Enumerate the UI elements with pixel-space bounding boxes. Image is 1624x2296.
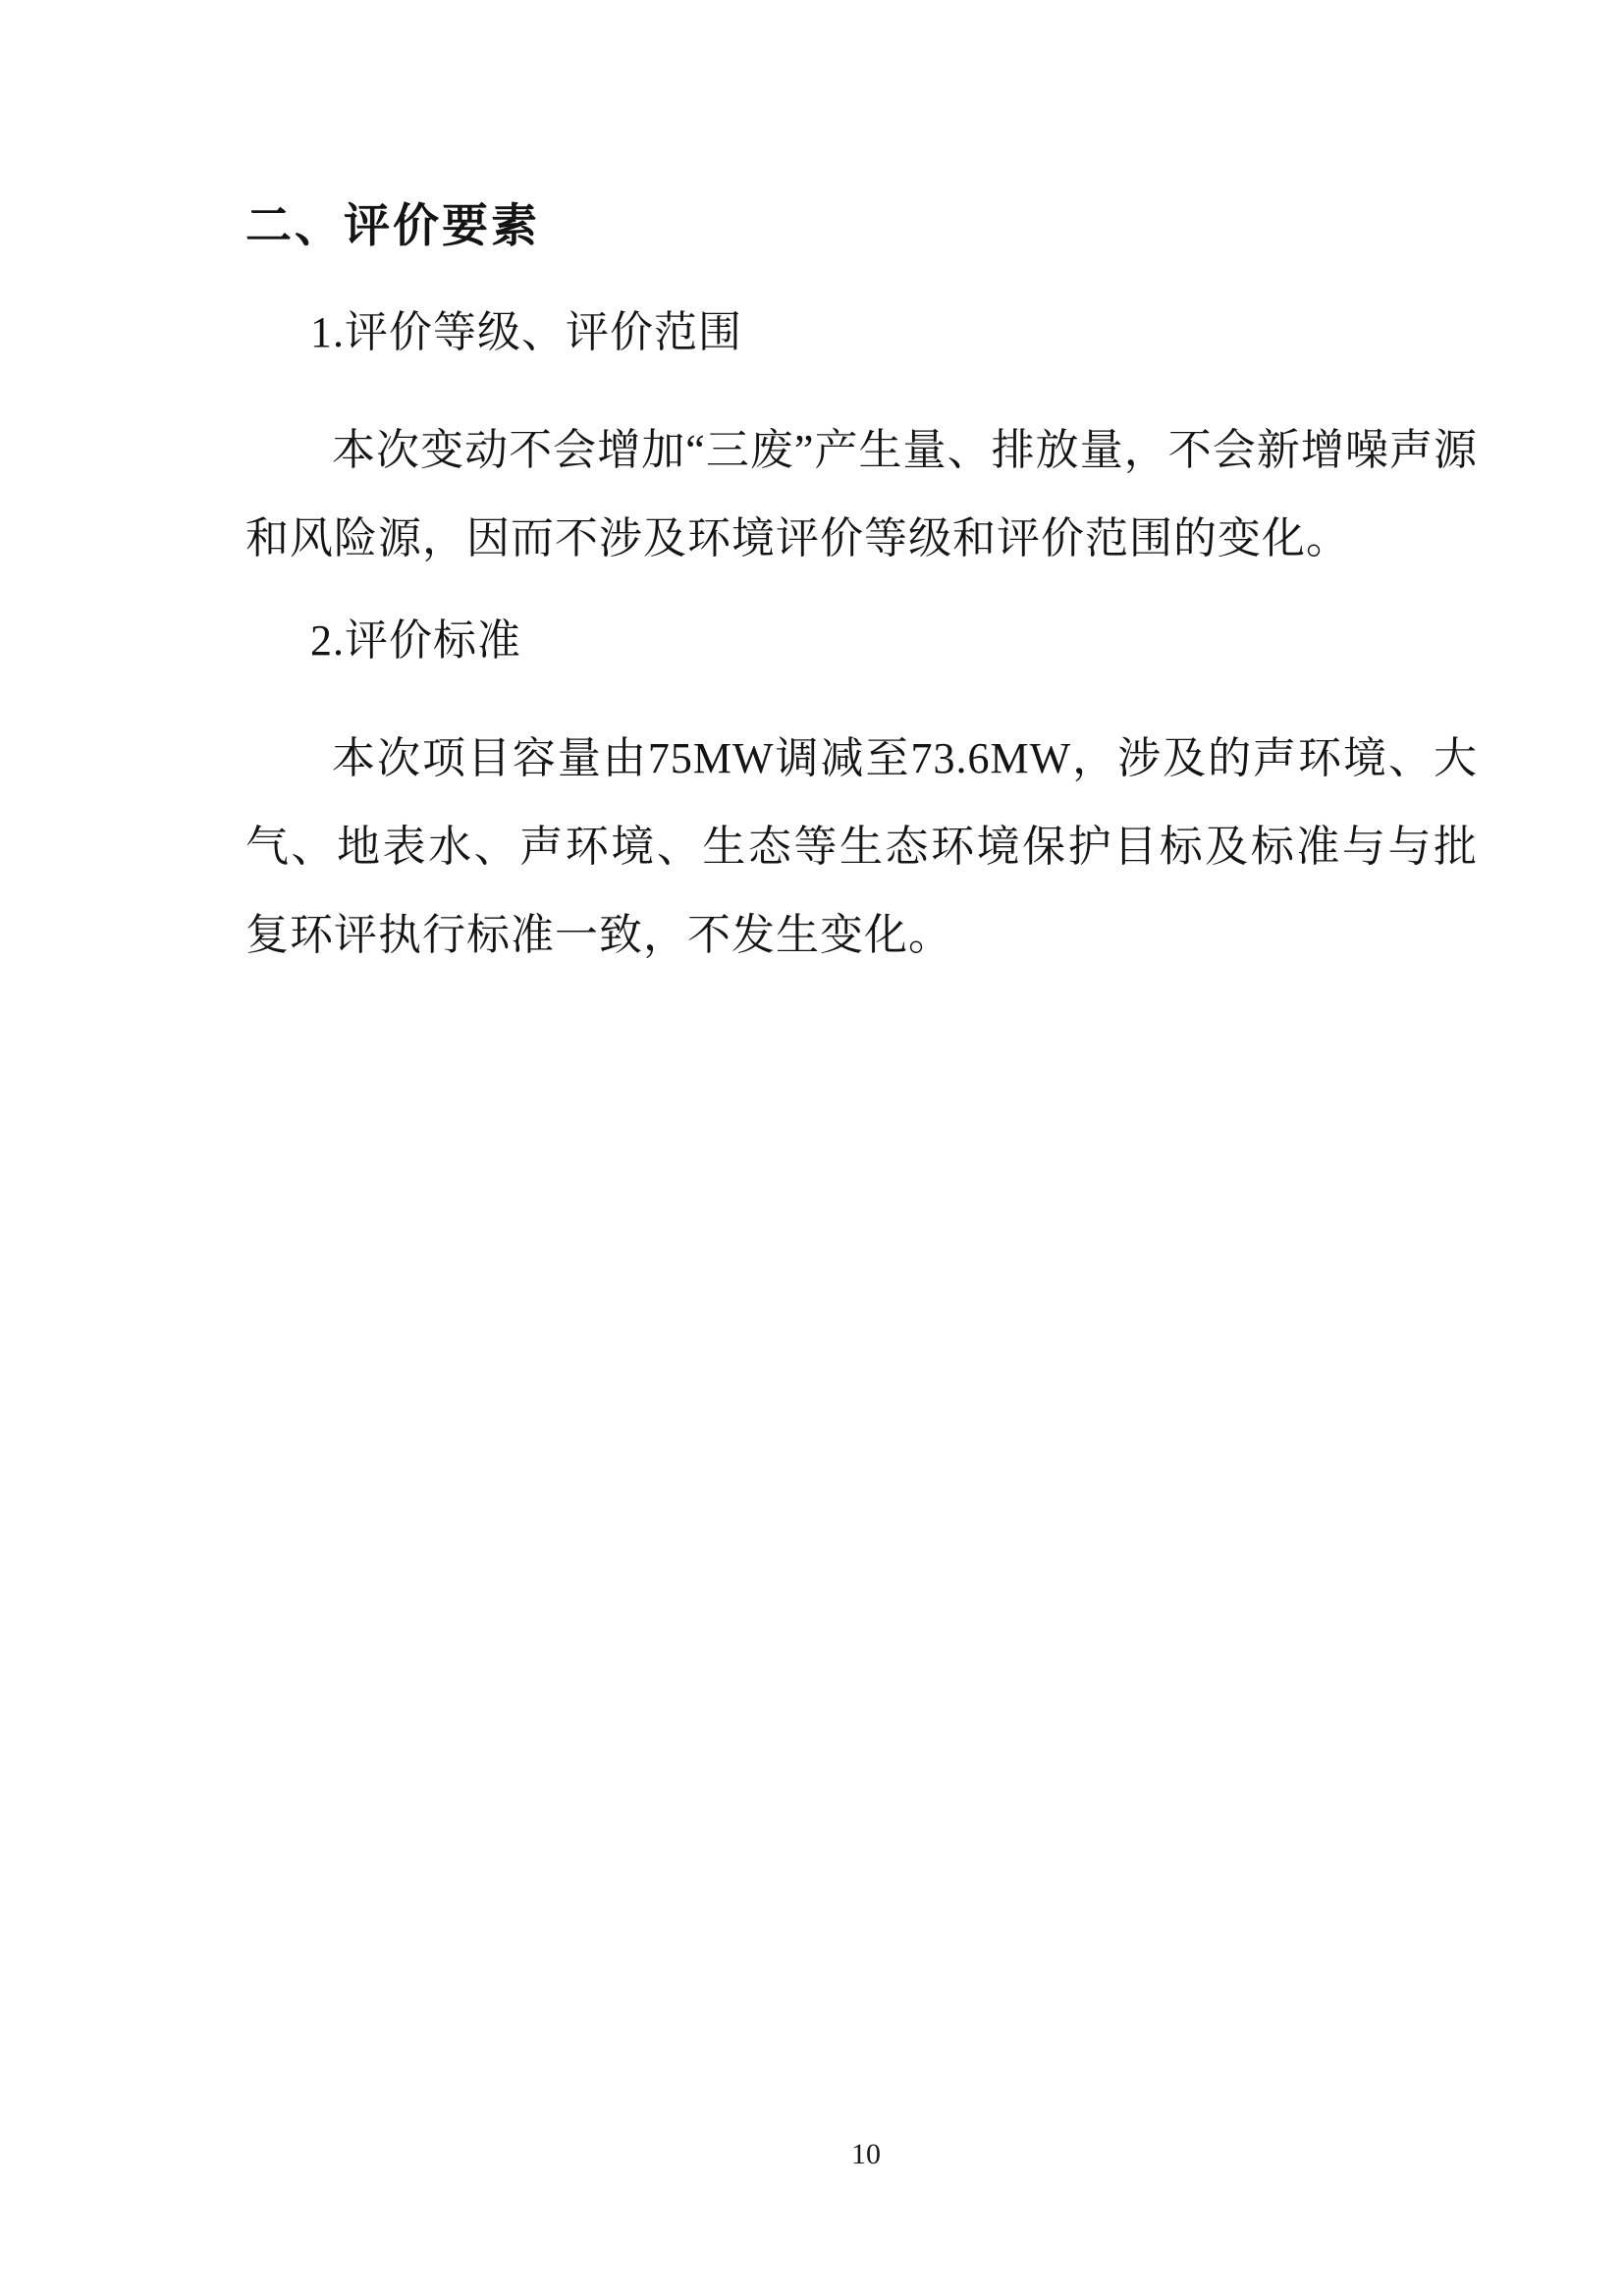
subheading-evaluation-level: 1.评价等级、评价范围 bbox=[310, 308, 742, 356]
section-heading: 二、评价要素 bbox=[245, 201, 540, 252]
subheading-evaluation-standard: 2.评价标准 bbox=[310, 616, 521, 665]
page-number: 10 bbox=[851, 2138, 881, 2170]
paragraph-evaluation-level: 本次变动不会增加“三废”产生量、排放量，不会新增噪声源和风险源，因而不涉及环境评价等级和评价范围的变化。 bbox=[245, 426, 1478, 562]
paragraph-evaluation-standard: 本次项目容量由75MW调减至73.6MW，涉及的声环境、大气、地表水、声环境、生态等生态环境保护目标及标准与与批复环评执行标准一致，不发生变化。 bbox=[245, 734, 1478, 959]
page-content bbox=[245, 198, 1478, 1009]
